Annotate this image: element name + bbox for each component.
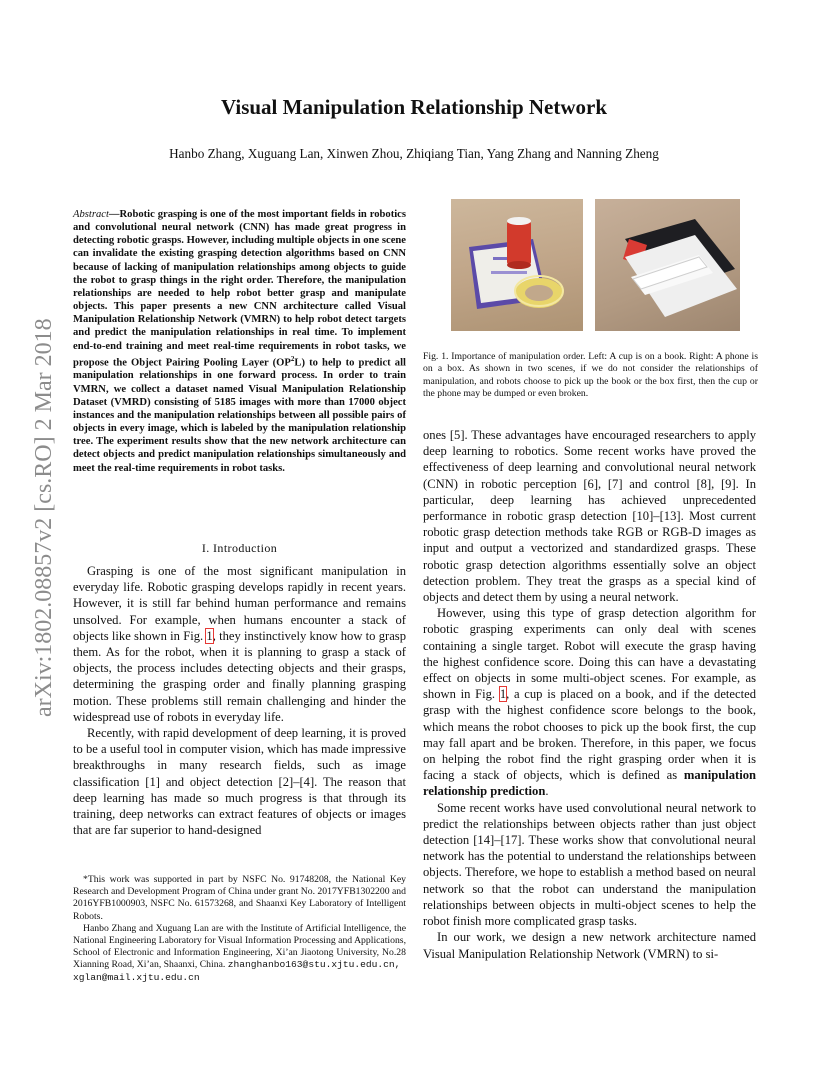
right-paragraph-2: [423, 605, 756, 799]
key-term-bold: manipulation relationship prediction: [423, 768, 756, 799]
author-email-2[interactable]: xglan@mail.xjtu.edu.cn: [73, 971, 200, 983]
arxiv-identifier: arXiv:1802.08857v2 [cs.RO] 2 Mar 2018: [31, 318, 57, 717]
affiliation-text: Hanbo Zhang and Xuguang Lan are with the Institute of Artificial Intelligence, the National Engineering Laboratory for Visual Information Processing and Applications, School of Electronic and Information Engineering, Xi’an Jiaotong University, No.28 Xianning Road, Xi’an, Shaanxi, China.: [73, 922, 406, 971]
abstract-text-part2: L) to help to predict all manipulation relationships in one forward process. In order to train VMRN, we collect a dataset named Visual Manipulation Relationship Dataset (VMRD) consisting of 5185 images with more than 17000 object instances and the manipulation relationships between all possible pairs of objects in every image, which is labeled by the manipulation relationship tree. The experiment results show that the new network architecture can detect objects and predict manipulation relationships simultaneously and meet the real-time requirements in robot tasks.: [73, 357, 406, 474]
affiliation-footnote: [73, 923, 406, 984]
figure-caption: Fig. 1. Importance of manipulation order. Left: A cup is on a book. Right: A phone is on a box. As shown in two scenes, if we do not consider the relationships of manipulation, and robots choose to pick up the book or the box first, then the cup or the phone may be dumped or even broken.: [423, 351, 758, 400]
abstract: [73, 208, 406, 475]
figure-reference-link[interactable]: 1: [206, 628, 213, 643]
intro-p1-text-b: , they instinctively know how to grasp them. As for the robot, when it is planning to grasp a stack of objects, the process includes detecting objects and their grasps, determining the grasping order and finally planning grasping motion. These problems still remain challenging and hinder the widespread use of robots in everyday life.: [73, 628, 406, 724]
figure-photo-phone-on-box: [595, 199, 740, 331]
abstract-label: Abstract: [73, 209, 109, 220]
phone-box-illustration: [595, 199, 740, 331]
intro-paragraph-2: Recently, with rapid development of deep learning, it is proved to be a useful tool in computer vision, which has made impressive breakthroughs in many research fields, such as image classification [1] and object detection [2]–[4]. The reason that deep learning has made so much progress is that through its training, deep networks can extract features of objects or images that are far superior to hand-designed: [73, 726, 406, 838]
author-email-1[interactable]: zhanghanbo163@stu.xjtu.edu.cn,: [227, 959, 401, 971]
author-list: Hanbo Zhang, Xuguang Lan, Xinwen Zhou, Zhiqiang Tian, Yang Zhang and Nanning Zheng: [169, 146, 659, 161]
right-p2-text-b: , a cup is placed on a book, and if the detected grasp with the highest confidence score belongs to the book, which means the robot chooses to pick up the book first, the cup may fall apart and be broken. Therefore, in this paper, we focus on helping the robot find the right grasping order when it is facing a stack of objects, which is defined as: [423, 687, 756, 783]
introduction-left-column: [73, 563, 406, 838]
right-p2-end: .: [545, 784, 549, 799]
figure-reference-link-2[interactable]: 1: [499, 687, 507, 702]
funding-footnote: *This work was supported in part by NSFC No. 91748208, the National Key Research and Development Program of China under grant No. 2017YFB1302200 and 2016YFB1000903, NSFC No. 61573268, and Shaanxi Key Laboratory of Intelligent Robots.: [73, 874, 406, 922]
right-column-body: [423, 427, 756, 962]
section-heading-introduction: I. Introduction: [201, 541, 278, 555]
intro-paragraph-1: [73, 563, 406, 725]
abstract-text-part1: —Robotic grasping is one of the most important fields in robotics and convolutional neural network (CNN) has made great progress in detecting robotic grasps. However, including multiple objects in one scene can invalidate the existing grasping detection algorithms based on CNN because of lacking of manipulation relationships among objects to guide the robot to grasp things in the right order. Therefore, the manipulation relationships are needed to help robot better grasp and manipulate objects. This paper presents a new CNN architecture called Visual Manipulation Relationship Network (VMRN) to help robot detect targets and predict the manipulation relationships in real time. To implement end-to-end training and meet real-time requirements in robot tasks, we propose the Object Pairing Pooling Layer (OP: [73, 209, 406, 369]
right-paragraph-3: Some recent works have used convolutional neural network to predict the relationships between objects rather than just object detection [14]–[17]. These works show that convolutional neural network has the potential to understand the relationships between objects. Therefore, we hope to establish a method based on neural network so that the robot can understand the manipulation relationships between objects in multi-object scenes to help the robot finish more complicated grasp tasks.: [423, 800, 756, 929]
cup-book-illustration: [451, 199, 583, 331]
right-p2-text-a: However, using this type of grasp detection algorithm for robotic grasping experiments can only deal with scenes containing a single target. Robot will execute the grasp having the highest confidence score. Doing this can have a devastating effect on objects in some multi-object scenes. For example, as shown in Fig.: [423, 606, 756, 702]
footnote: [73, 874, 406, 984]
figure-1: [451, 199, 758, 331]
intro-p1-text-a: Grasping is one of the most significant manipulation in everyday life. Robotic grasping develops rapidly in recent years. However, it is still far behind human performance and remains unsolved. For example, when humans encounter a stack of objects like shown in Fig.: [73, 564, 406, 643]
right-paragraph-1: ones [5]. These advantages have encouraged researchers to apply deep learning to robotics. Some recent works have proved the effectiveness of deep learning and convolutional neural network (CNN) in robotic perception [6], [7] and control [8], [9]. In particular, deep learning has achieved unprecedented performance in robotic grasp detection [10]–[13]. Most current robotic grasp detection methods take RGB or RGB-D images as input and output a vectorized and standardized grasps. These robotic grasp detection algorithms essentially solve an object detection problem. They treat the grasps as a special kind of objects and detect them by using a neural network.: [423, 428, 756, 605]
paper-title: Visual Manipulation Relationship Network: [220, 95, 608, 119]
right-paragraph-4: In our work, we design a new network architecture named Visual Manipulation Relationship Network (VMRN) to si-: [423, 930, 756, 961]
figure-photo-cup-on-book: [451, 199, 583, 331]
abstract-superscript: 2: [290, 354, 295, 363]
